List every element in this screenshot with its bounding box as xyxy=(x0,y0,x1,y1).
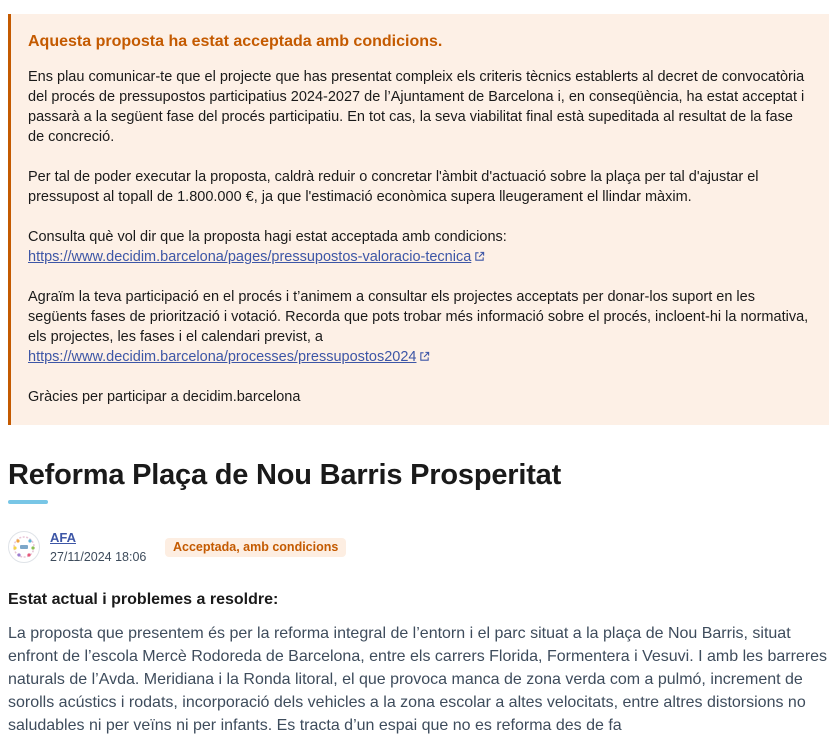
notice-paragraph-2: Per tal de poder executar la proposta, caldrà reduir o concretar l'àmbit d'actuació sobre la plaça per tal d'ajustar el pressupost al topall de 1.800.000 €, ja que l'estimació econòmica supera lleugerament el llindar màxim. xyxy=(28,169,759,205)
notice-paragraph-4 xyxy=(28,287,813,367)
process-link-text: https://www.decidim.barcelona/processes/pressupostos2024 xyxy=(28,349,417,365)
proposal-body: La proposta que presentem és per la reforma integral de l’entorn i el parc situat a la plaça de Nou Barris, situat enfront de l’escola Mercè Rodoreda de Barcelona, entre els carrers Florida, Formentera i Vesuvi. I amb les barreres naturals de l’Avda. Meridiana i la Ronda litoral, el que provoca manca de zona verda com a pulmó, increment de sorolls acústics i rodats, incorporació dels vehicles a la zona escolar a altes velocitats, entre altres distorsions no saludables ni per veïns ni per infants. Es tracta d’un espai que no es reforma des de fa xyxy=(8,625,828,734)
external-link-icon xyxy=(474,251,485,262)
notice-paragraph-3 xyxy=(28,227,813,267)
external-link-icon xyxy=(419,351,430,362)
publish-date: 27/11/2024 18:06 xyxy=(50,550,147,564)
notice-paragraph-3-text: Consulta què vol dir que la proposta hagi estat acceptada amb condicions: xyxy=(28,229,507,245)
avatar-logo-icon xyxy=(9,532,39,562)
section-heading: Estat actual i problemes a resoldre: xyxy=(8,591,279,608)
valoracio-tecnica-link[interactable] xyxy=(28,249,471,265)
notice-paragraph-4-text: Agraïm la teva participació en el procés i t’animem a consultar els projectes acceptats per donar-los suport en les següents fases de priorització i votació. Recorda que pots trobar més informació sobre el procés, incloent-hi la normativa, els projectes, les fases i el calendari previst, a xyxy=(28,289,809,345)
author-row xyxy=(8,530,828,566)
author-avatar[interactable] xyxy=(8,531,40,563)
notice-title: Aquesta proposta ha estat acceptada amb condicions. xyxy=(28,33,443,50)
process-link[interactable] xyxy=(28,349,416,365)
author-name-link[interactable]: AFA xyxy=(50,530,76,545)
status-badge: Acceptada, amb condicions xyxy=(165,538,346,557)
title-underline xyxy=(8,500,48,504)
acceptance-notice xyxy=(8,14,829,425)
proposal-title: Reforma Plaça de Nou Barris Prosperitat xyxy=(8,459,562,491)
notice-paragraph-1: Ens plau comunicar-te que el projecte que has presentat compleix els criteris tècnics establerts al decret de convocatòria del procés de pressupostos participatius 2024-2027 de l’Ajuntament de Barcelona i, en conseqüència, ha estat acceptat i passarà a la següent fase del procés participatiu. En tot cas, la seva viabilitat final està supeditada al resultat de la fase de concreció. xyxy=(28,69,805,145)
valoracio-tecnica-link-text: https://www.decidim.barcelona/pages/pressupostos-valoracio-tecnica xyxy=(28,249,472,265)
notice-closing: Gràcies per participar a decidim.barcelona xyxy=(28,389,301,405)
